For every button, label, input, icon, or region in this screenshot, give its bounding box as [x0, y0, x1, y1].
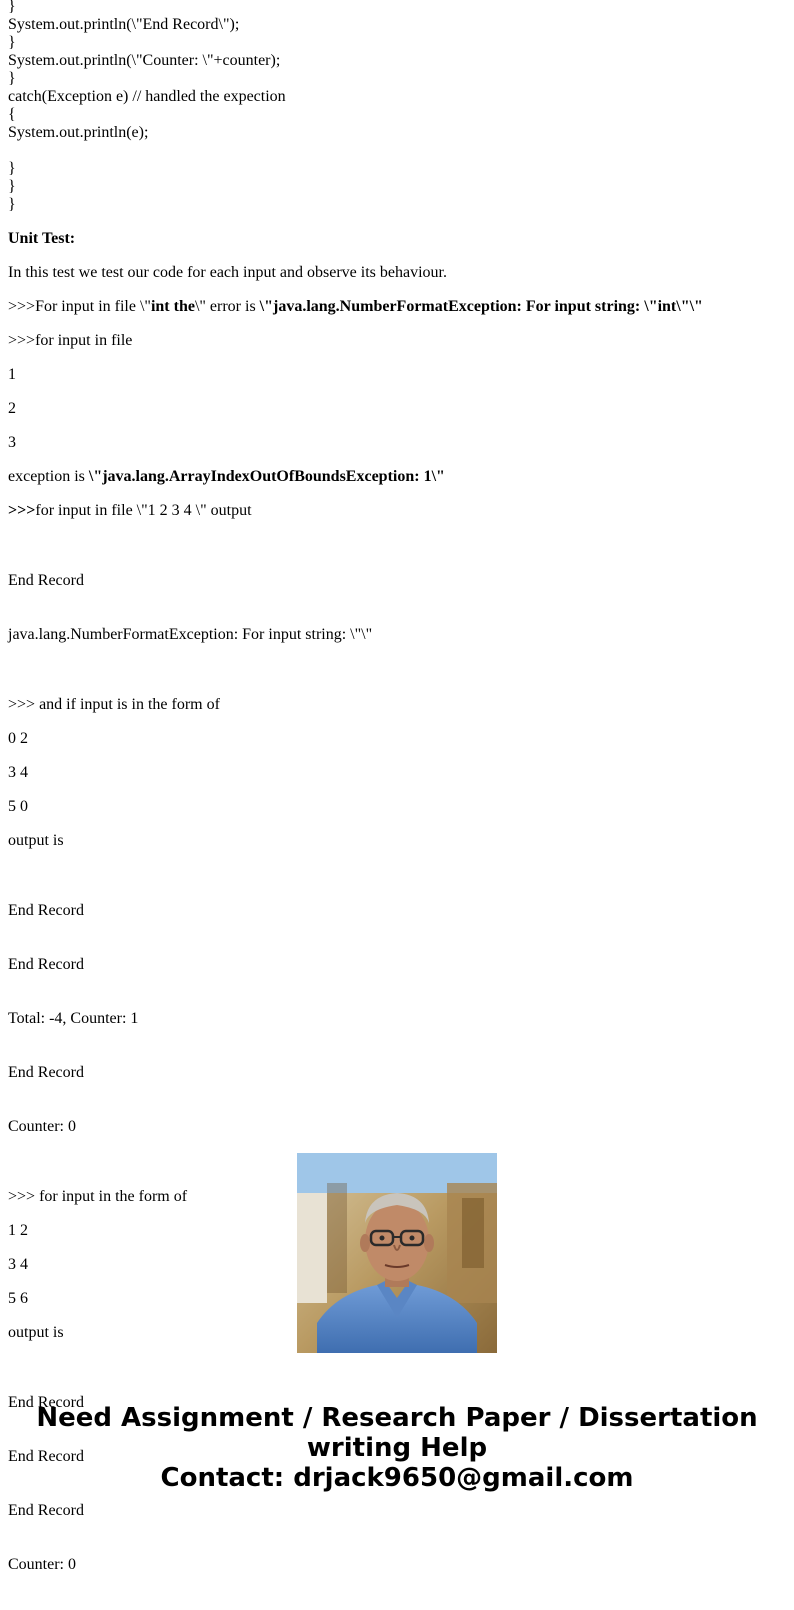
case4-input-line: 0 2	[8, 730, 28, 747]
output-line: End Record	[8, 1448, 84, 1465]
case4-label: >>> and if input is in the form of	[8, 696, 220, 713]
case5-input-line: 1 2	[8, 1222, 28, 1239]
output-line: End Record	[8, 902, 84, 919]
output-line: End Record	[8, 956, 84, 973]
output-line: Counter: 0	[8, 1556, 76, 1573]
case3-output	[8, 536, 786, 680]
case2-input-line: 1	[8, 366, 16, 383]
case5-input-line: 5 6	[8, 1290, 28, 1307]
case4-output	[8, 866, 786, 1172]
author-photo	[297, 1153, 497, 1353]
output-line: End Record	[8, 1394, 84, 1411]
document-body	[8, 0, 786, 1610]
case2-input-line: 2	[8, 400, 16, 417]
output-line: java.lang.NumberFormatException: For input string: \"\"	[8, 626, 373, 643]
banner-contact-email[interactable]: Contact: drjack9650@gmail.com	[160, 1463, 634, 1493]
code-line: System.out.println(\"End Record\");	[8, 16, 240, 33]
code-line: }	[8, 70, 16, 87]
case5-output-label: output is	[8, 1324, 64, 1341]
banner-line-1: Need Assignment / Research Paper / Dissertation	[36, 1403, 758, 1433]
case4-input-line: 5 0	[8, 798, 28, 815]
code-line	[8, 142, 786, 160]
code-line: }	[8, 196, 16, 213]
output-line: End Record	[8, 1064, 84, 1081]
case3-line: >>>for input in file \"1 2 3 4 \" output	[8, 502, 252, 519]
code-tail	[8, 0, 786, 214]
code-line: System.out.println(e);	[8, 124, 149, 141]
code-line: }	[8, 178, 16, 195]
case5-label: >>> for input in the form of	[8, 1188, 188, 1205]
code-line: System.out.println(\"Counter: \"+counter);	[8, 52, 281, 69]
case2-label: >>>for input in file	[8, 332, 133, 349]
contact-banner	[0, 1403, 794, 1493]
unit-test-heading: Unit Test:	[8, 230, 76, 247]
case4-output-label: output is	[8, 832, 64, 849]
output-line: End Record	[8, 572, 84, 589]
output-line: Total: -4, Counter: 1	[8, 1010, 139, 1027]
case2-exception: exception is \"java.lang.ArrayIndexOutOfBoundsException: 1\"	[8, 468, 445, 485]
code-line: }	[8, 160, 16, 177]
code-line: }	[8, 34, 16, 51]
code-line: catch(Exception e) // handled the expection	[8, 88, 286, 105]
case1-line: >>>For input in file \"int the\" error is \"java.lang.NumberFormatException: For input string: \"int\"\"	[8, 298, 703, 315]
output-line: End Record	[8, 1502, 84, 1519]
case5-input-line: 3 4	[8, 1256, 28, 1273]
code-line: }	[8, 0, 16, 15]
code-line: {	[8, 106, 16, 123]
case4-input-line: 3 4	[8, 764, 28, 781]
author-portrait-image	[297, 1153, 497, 1353]
case2-input-line: 3	[8, 434, 16, 451]
unit-test-intro: In this test we test our code for each input and observe its behaviour.	[8, 264, 447, 281]
output-line: Counter: 0	[8, 1118, 76, 1135]
banner-line-2: writing Help	[306, 1433, 488, 1463]
